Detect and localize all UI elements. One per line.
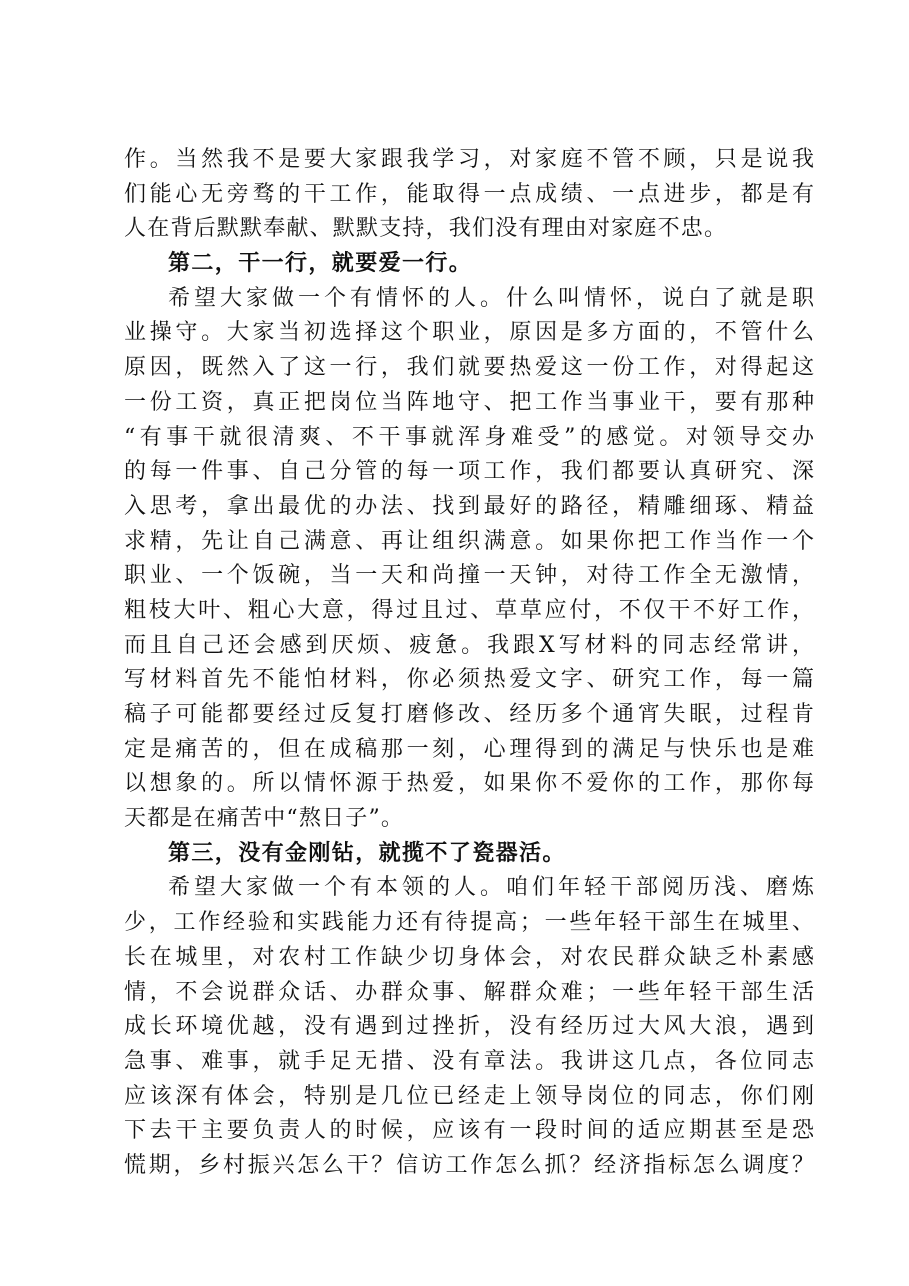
paragraph-line: “有事干就很清爽、不干事就浑身难受”的感觉。对领导交办 bbox=[124, 424, 814, 450]
paragraph-line: 少，工作经验和实践能力还有待提高；一些年轻干部生在城里、 bbox=[124, 910, 814, 936]
paragraph-line: 应该深有体会，特别是几位已经走上领导岗位的同志，你们刚 bbox=[124, 1083, 814, 1109]
paragraph-line: 下去干主要负责人的时候，应该有一段时间的适应期甚至是恐 bbox=[124, 1118, 814, 1144]
paragraph-line: 定是痛苦的，但在成稿那一刻，心理得到的满足与快乐也是难 bbox=[124, 736, 814, 762]
paragraph-line: 人在背后默默奉献、默默支持，我们没有理由对家庭不忠。 bbox=[124, 216, 728, 242]
paragraph-line: 求精，先让自己满意、再让组织满意。如果你把工作当作一个 bbox=[124, 528, 814, 554]
paragraph-line: 入思考，拿出最优的办法、找到最好的路径，精雕细琢、精益 bbox=[124, 493, 814, 519]
paragraph-line: 希望大家做一个有本领的人。咱们年轻干部阅历浅、磨炼 bbox=[168, 875, 814, 901]
paragraph-line: 成长环境优越，没有遇到过挫折，没有经历过大风大浪，遇到 bbox=[124, 1014, 814, 1040]
document-body bbox=[124, 143, 814, 1184]
paragraph-line: 长在城里，对农村工作缺少切身体会，对农民群众缺乏朴素感 bbox=[124, 944, 814, 970]
paragraph-line: 职业、一个饭碗，当一天和尚撞一天钟，对待工作全无激情， bbox=[124, 563, 814, 589]
paragraph-line: 业操守。大家当初选择这个职业，原因是多方面的，不管什么 bbox=[124, 320, 814, 346]
paragraph-line: 作。当然我不是要大家跟我学习，对家庭不管不顾，只是说我 bbox=[124, 147, 814, 172]
paragraph-line: 情，不会说群众话、办群众事、解群众难；一些年轻干部生活 bbox=[124, 979, 814, 1005]
paragraph-line: 一份工资，真正把岗位当阵地守、把工作当事业干，要有那种 bbox=[124, 389, 814, 415]
paragraph-line: 以想象的。所以情怀源于热爱，如果你不爱你的工作，那你每 bbox=[124, 771, 814, 797]
paragraph-line: 的每一件事、自己分管的每一项工作，我们都要认真研究、深 bbox=[124, 459, 814, 485]
paragraph-line: 稿子可能都要经过反复打磨修改、经历多个通宵失眠，过程肯 bbox=[124, 702, 814, 727]
section-heading-3: 第三，没有金刚钻，就揽不了瓷器活。 bbox=[168, 840, 566, 866]
paragraph-line: 粗枝大叶、粗心大意，得过且过、草草应付，不仅干不好工作， bbox=[124, 597, 814, 623]
paragraph-line: 原因，既然入了这一行，我们就要热爱这一份工作，对得起这 bbox=[124, 355, 814, 381]
paragraph-line: 而且自己还会感到厌烦、疲惫。我跟X写材料的同志经常讲， bbox=[124, 632, 814, 658]
paragraph-line: 们能心无旁骛的干工作，能取得一点成绩、一点进步，都是有 bbox=[124, 181, 814, 207]
paragraph-line: 急事、难事，就手足无措、没有章法。我讲这几点，各位同志 bbox=[124, 1048, 814, 1074]
paragraph-line: 天都是在痛苦中“熬日子”。 bbox=[124, 806, 405, 832]
section-heading-2: 第二，干一行，就要爱一行。 bbox=[168, 251, 473, 277]
paragraph-line: 希望大家做一个有情怀的人。什么叫情怀，说白了就是职 bbox=[168, 285, 814, 311]
paragraph-line: 慌期，乡村振兴怎么干？信访工作怎么抓？经济指标怎么调度？ bbox=[124, 1152, 814, 1178]
paragraph-line: 写材料首先不能怕材料，你必须热爱文字、研究工作，每一篇 bbox=[124, 667, 814, 693]
